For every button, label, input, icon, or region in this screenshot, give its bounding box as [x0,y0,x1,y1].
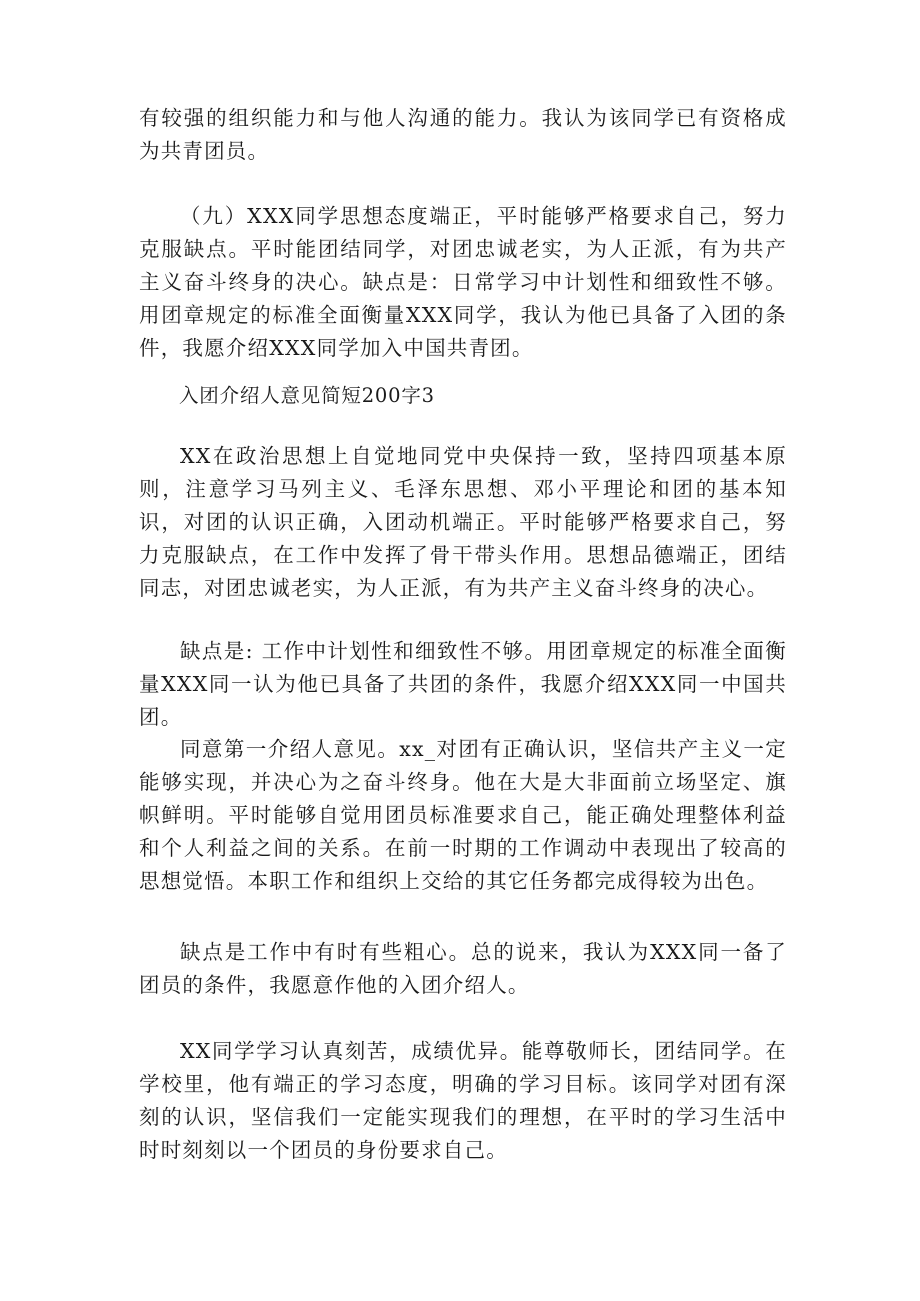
paragraph-political-thought: XX在政治思想上自觉地同党中央保持一致，坚持四项基本原则，注意学习马列主义、毛泽东思想、邓小平理论和团的基本知识，对团的认识正确，入团动机端正。平时能够严格要求自己，努力克服缺点，在工作中发挥了骨干带头作用。思想品德端正，团结同志，对团忠诚老实，为人正派，有为共产主义奋斗终身的决心。 [139,444,787,600]
paragraph-study-diligent: XX同学学习认真刻苦，成绩优异。能尊敬师长，团结同学。在学校里，他有端正的学习态度，明确的学习目标。该同学对团有深刻的认识，坚信我们一定能实现我们的理想，在平时的学习生活中时时刻刻以一个团员的身份要求自己。 [139,1039,787,1162]
paragraph-nine: （九）XXX同学思想态度端正，平时能够严格要求自己，努力克服缺点。平时能团结同学，对团忠诚老实，为人正派，有为共产主义奋斗终身的决心。缺点是：日常学习中计划性和细致性不够。用团章规定的标准全面衡量XXX同学，我认为他已具备了入团的条件，我愿介绍XXX同学加入中国共青团。 [139,204,787,360]
paragraph-shortcomings-1: 缺点是: 工作中计划性和细致性不够。用团章规定的标准全面衡量XXX同一认为他已具备了共团的条件，我愿介绍XXX同一中国共团。 [139,639,787,729]
paragraph-intro-continued: 有较强的组织能力和与他人沟通的能力。我认为该同学已有资格成为共青团员。 [139,106,787,163]
paragraph-agree-first-introducer: 同意第一介绍人意见。xx_对团有正确认识，坚信共产主义一定能够实现，并决心为之奋斗终身。他在大是大非面前立场坚定、旗帜鲜明。平时能够自觉用团员标准要求自己，能正确处理整体利益和个人利益之间的关系。在前一时期的工作调动中表现出了较高的思想觉悟。本职工作和组织上交给的其它任务都完成得较为出色。 [139,737,787,893]
paragraph-shortcomings-2: 缺点是工作中有时有些粗心。总的说来，我认为XXX同一备了团员的条件，我愿意作他的入团介绍人。 [139,940,787,997]
section-heading: 入团介绍人意见简短200字3 [179,384,435,407]
